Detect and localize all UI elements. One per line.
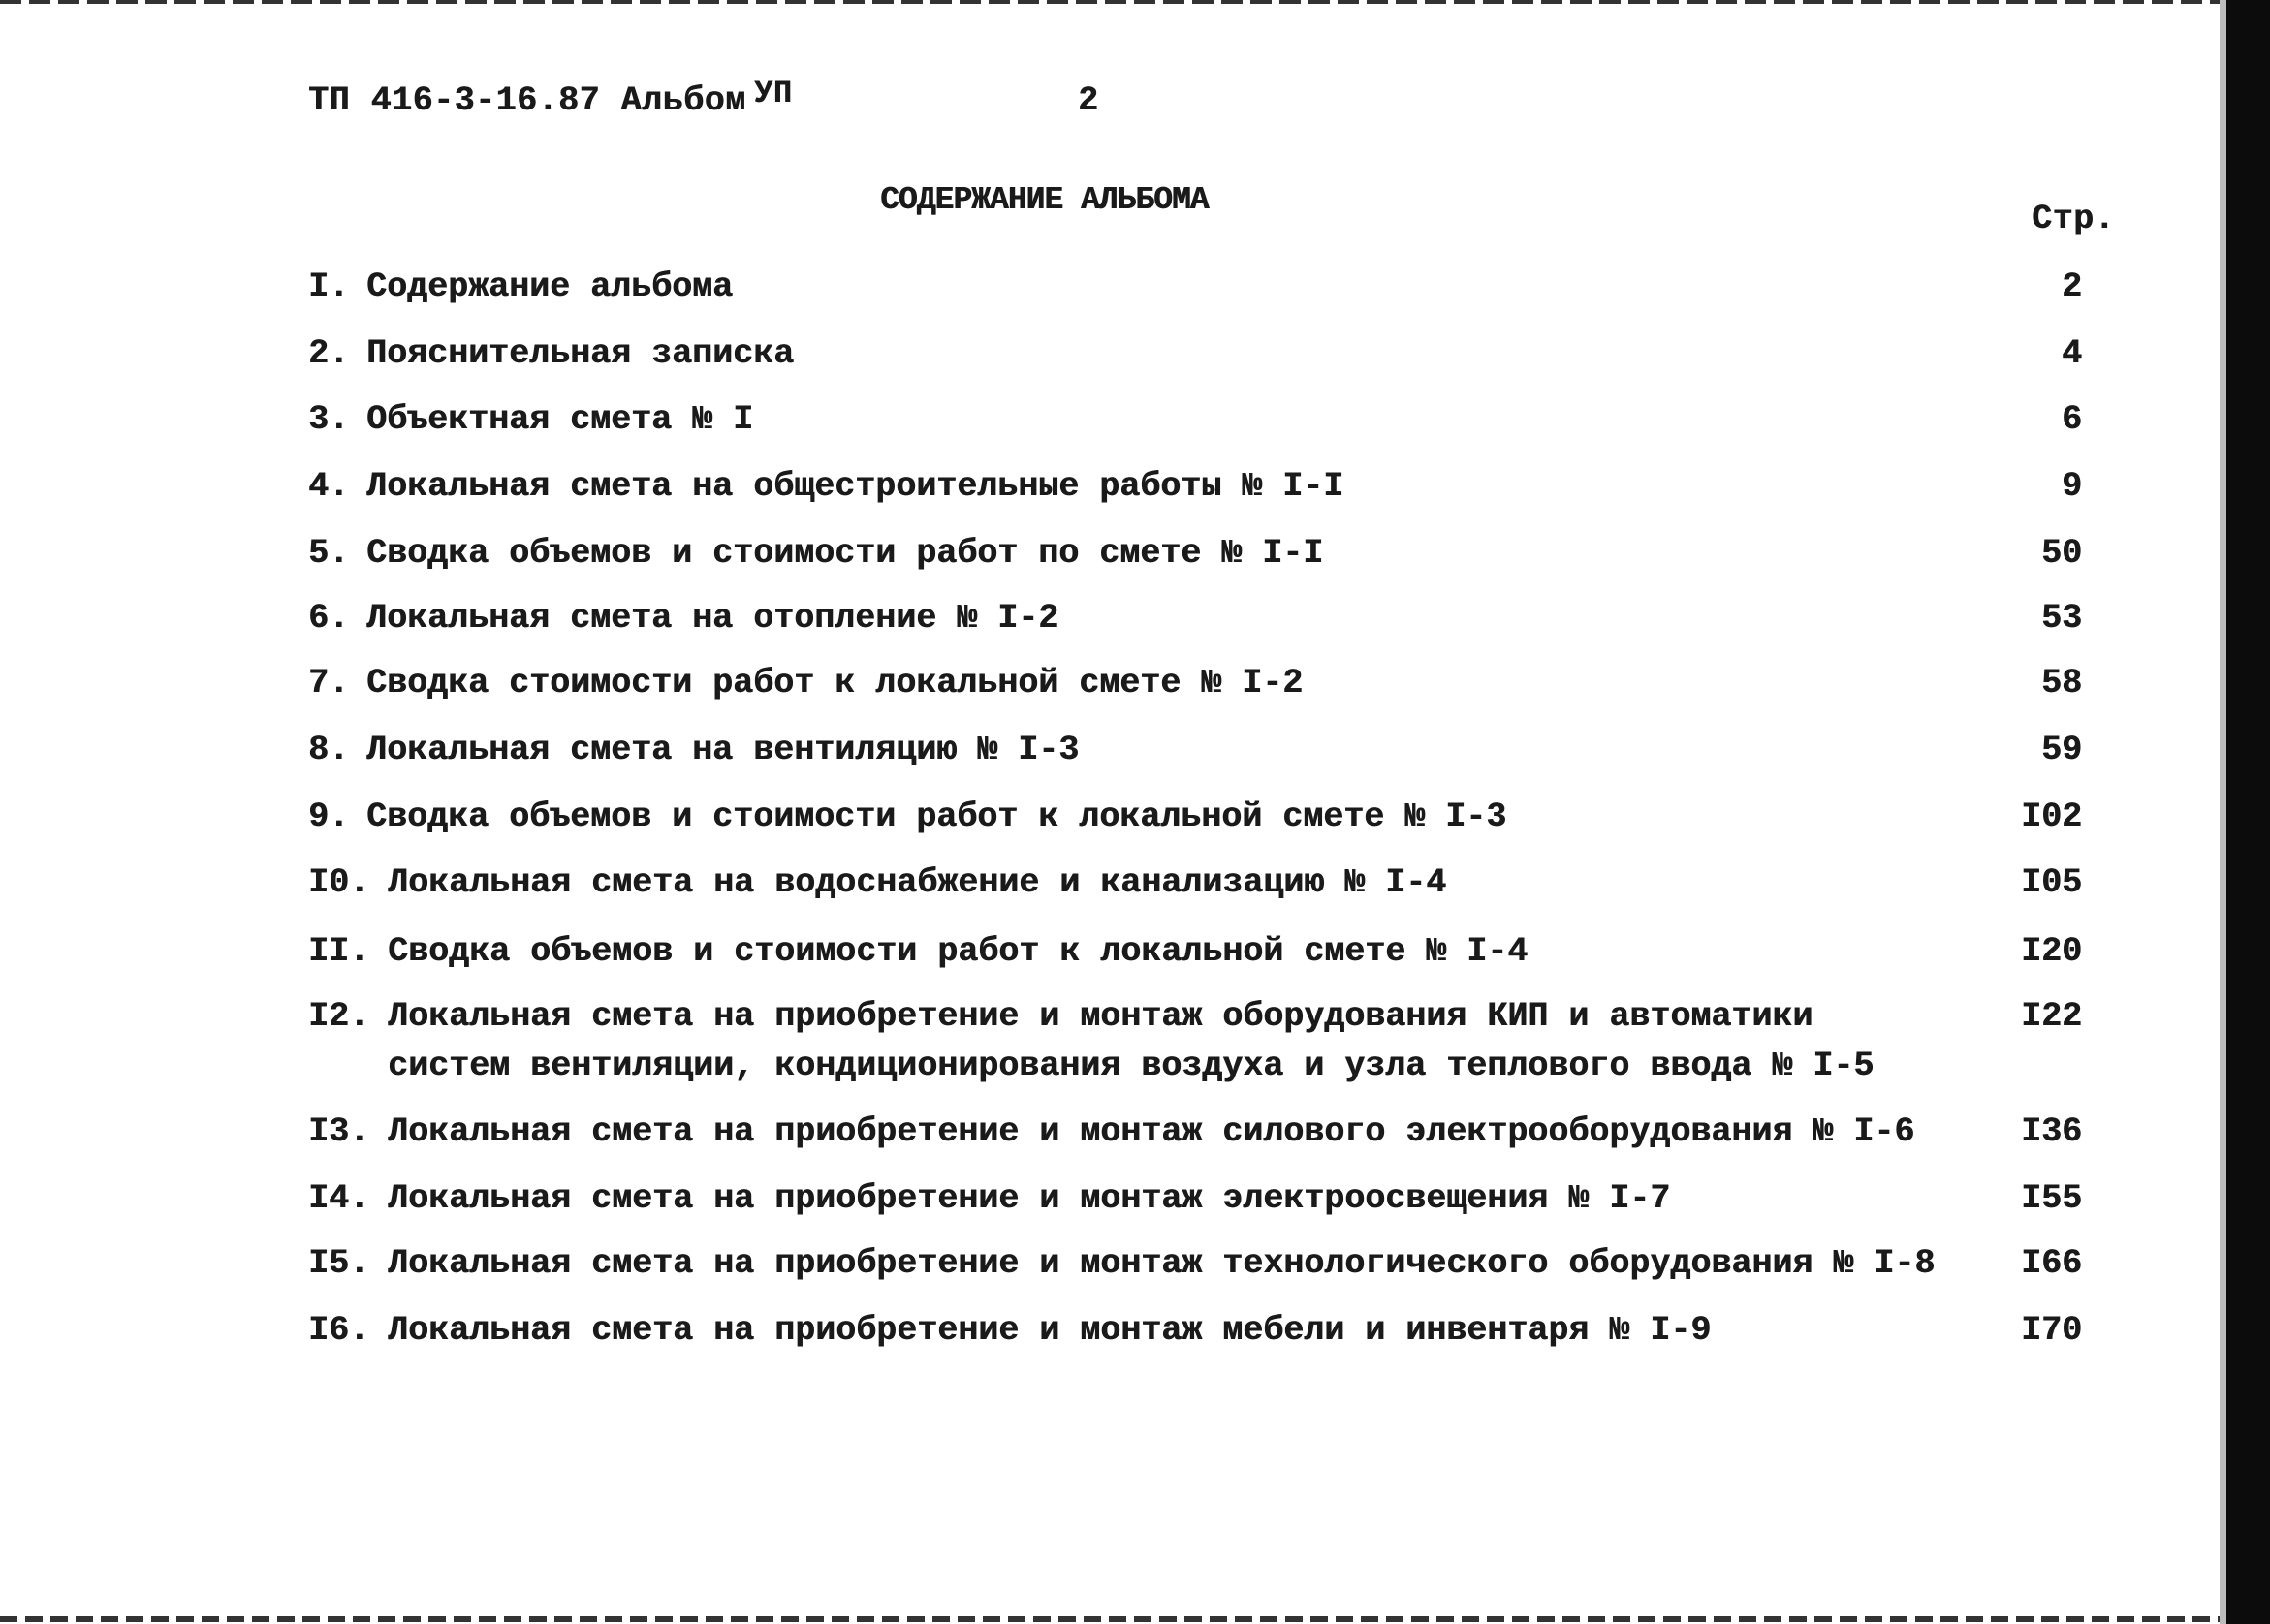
item-number: I2. (308, 997, 370, 1036)
list-item (308, 1112, 2082, 1171)
item-page: 50 (2040, 534, 2082, 573)
item-title: Объектная смета № I (366, 400, 754, 439)
item-page: I02 (2020, 797, 2082, 836)
list-item (308, 863, 2082, 921)
list-item (308, 1179, 2082, 1237)
item-number: I3. (308, 1112, 370, 1151)
item-number: 7. (308, 664, 350, 703)
item-title: Локальная смета на отопление № I-2 (366, 599, 1059, 638)
item-page: 53 (2040, 599, 2082, 638)
item-number: 6. (308, 599, 350, 638)
document-code: ТП 416-3-16.87 Альбом (308, 81, 746, 120)
list-item (308, 731, 2082, 789)
item-title-continued: систем вентиляции, кондиционирования воздуха и узла теплового ввода № I-5 (388, 1046, 1875, 1085)
page-column-label: Стр. (2032, 200, 2116, 238)
list-item (308, 599, 2082, 657)
scan-edge-shadow (2220, 0, 2226, 1624)
item-page: 9 (2061, 467, 2082, 506)
scan-edge-top (0, 0, 2226, 4)
item-title: Локальная смета на приобретение и монтаж технологического оборудования № I-8 (388, 1244, 1936, 1283)
page-title: СОДЕРЖАНИЕ АЛЬБОМА (880, 182, 1209, 218)
item-title: Сводка объемов и стоимости работ к локальной смете № I-3 (366, 797, 1507, 836)
album-number: УП (754, 76, 793, 111)
item-number: 3. (308, 400, 350, 439)
list-item (308, 932, 2082, 990)
item-page: I22 (2020, 997, 2082, 1036)
item-page: I55 (2020, 1179, 2082, 1218)
item-number: I4. (308, 1179, 370, 1218)
item-number: 8. (308, 731, 350, 769)
item-number: 9. (308, 797, 350, 836)
item-title: Локальная смета на приобретение и монтаж оборудования КИП и автоматики (388, 997, 1813, 1036)
item-page: 4 (2061, 334, 2082, 373)
item-title: Сводка стоимости работ к локальной смете № I-2 (366, 664, 1304, 703)
list-item (308, 400, 2082, 458)
item-number: I. (308, 267, 350, 306)
list-item (308, 797, 2082, 856)
item-page: I70 (2020, 1311, 2082, 1350)
page-number: 2 (1078, 81, 1099, 120)
item-number: 5. (308, 534, 350, 573)
item-page: 6 (2061, 400, 2082, 439)
item-number: I0. (308, 863, 370, 902)
list-item (308, 267, 2082, 326)
item-page: 58 (2040, 664, 2082, 703)
scan-edge-right (2226, 0, 2270, 1624)
list-item (308, 334, 2082, 392)
item-title: Сводка объемов и стоимости работ по смете № I-I (366, 534, 1324, 573)
list-item (308, 997, 2082, 1104)
item-title: Локальная смета на общестроительные работы № I-I (366, 467, 1344, 506)
list-item (308, 664, 2082, 722)
item-number: II. (308, 932, 370, 971)
item-page: I66 (2020, 1244, 2082, 1283)
list-item (308, 467, 2082, 525)
item-number: 2. (308, 334, 350, 373)
item-title: Локальная смета на приобретение и монтаж силового электрооборудования № I-6 (388, 1112, 1915, 1151)
item-title: Локальная смета на вентиляцию № I-3 (366, 731, 1080, 769)
list-item (308, 1311, 2082, 1369)
item-page: I36 (2020, 1112, 2082, 1151)
item-page: I05 (2020, 863, 2082, 902)
item-number: 4. (308, 467, 350, 506)
item-title: Пояснительная записка (366, 334, 795, 373)
item-title: Локальная смета на водоснабжение и канализацию № I-4 (388, 863, 1447, 902)
scan-edge-bottom (0, 1616, 2226, 1622)
item-page: 2 (2061, 267, 2082, 306)
item-page: I20 (2020, 932, 2082, 971)
list-item (308, 1244, 2082, 1302)
list-item (308, 534, 2082, 592)
item-title: Локальная смета на приобретение и монтаж электроосвещения № I-7 (388, 1179, 1671, 1218)
item-page: 59 (2040, 731, 2082, 769)
item-number: I6. (308, 1311, 370, 1350)
item-title: Сводка объемов и стоимости работ к локальной смете № I-4 (388, 932, 1529, 971)
item-title: Локальная смета на приобретение и монтаж мебели и инвентаря № I-9 (388, 1311, 1712, 1350)
item-number: I5. (308, 1244, 370, 1283)
item-title: Содержание альбома (366, 267, 734, 306)
